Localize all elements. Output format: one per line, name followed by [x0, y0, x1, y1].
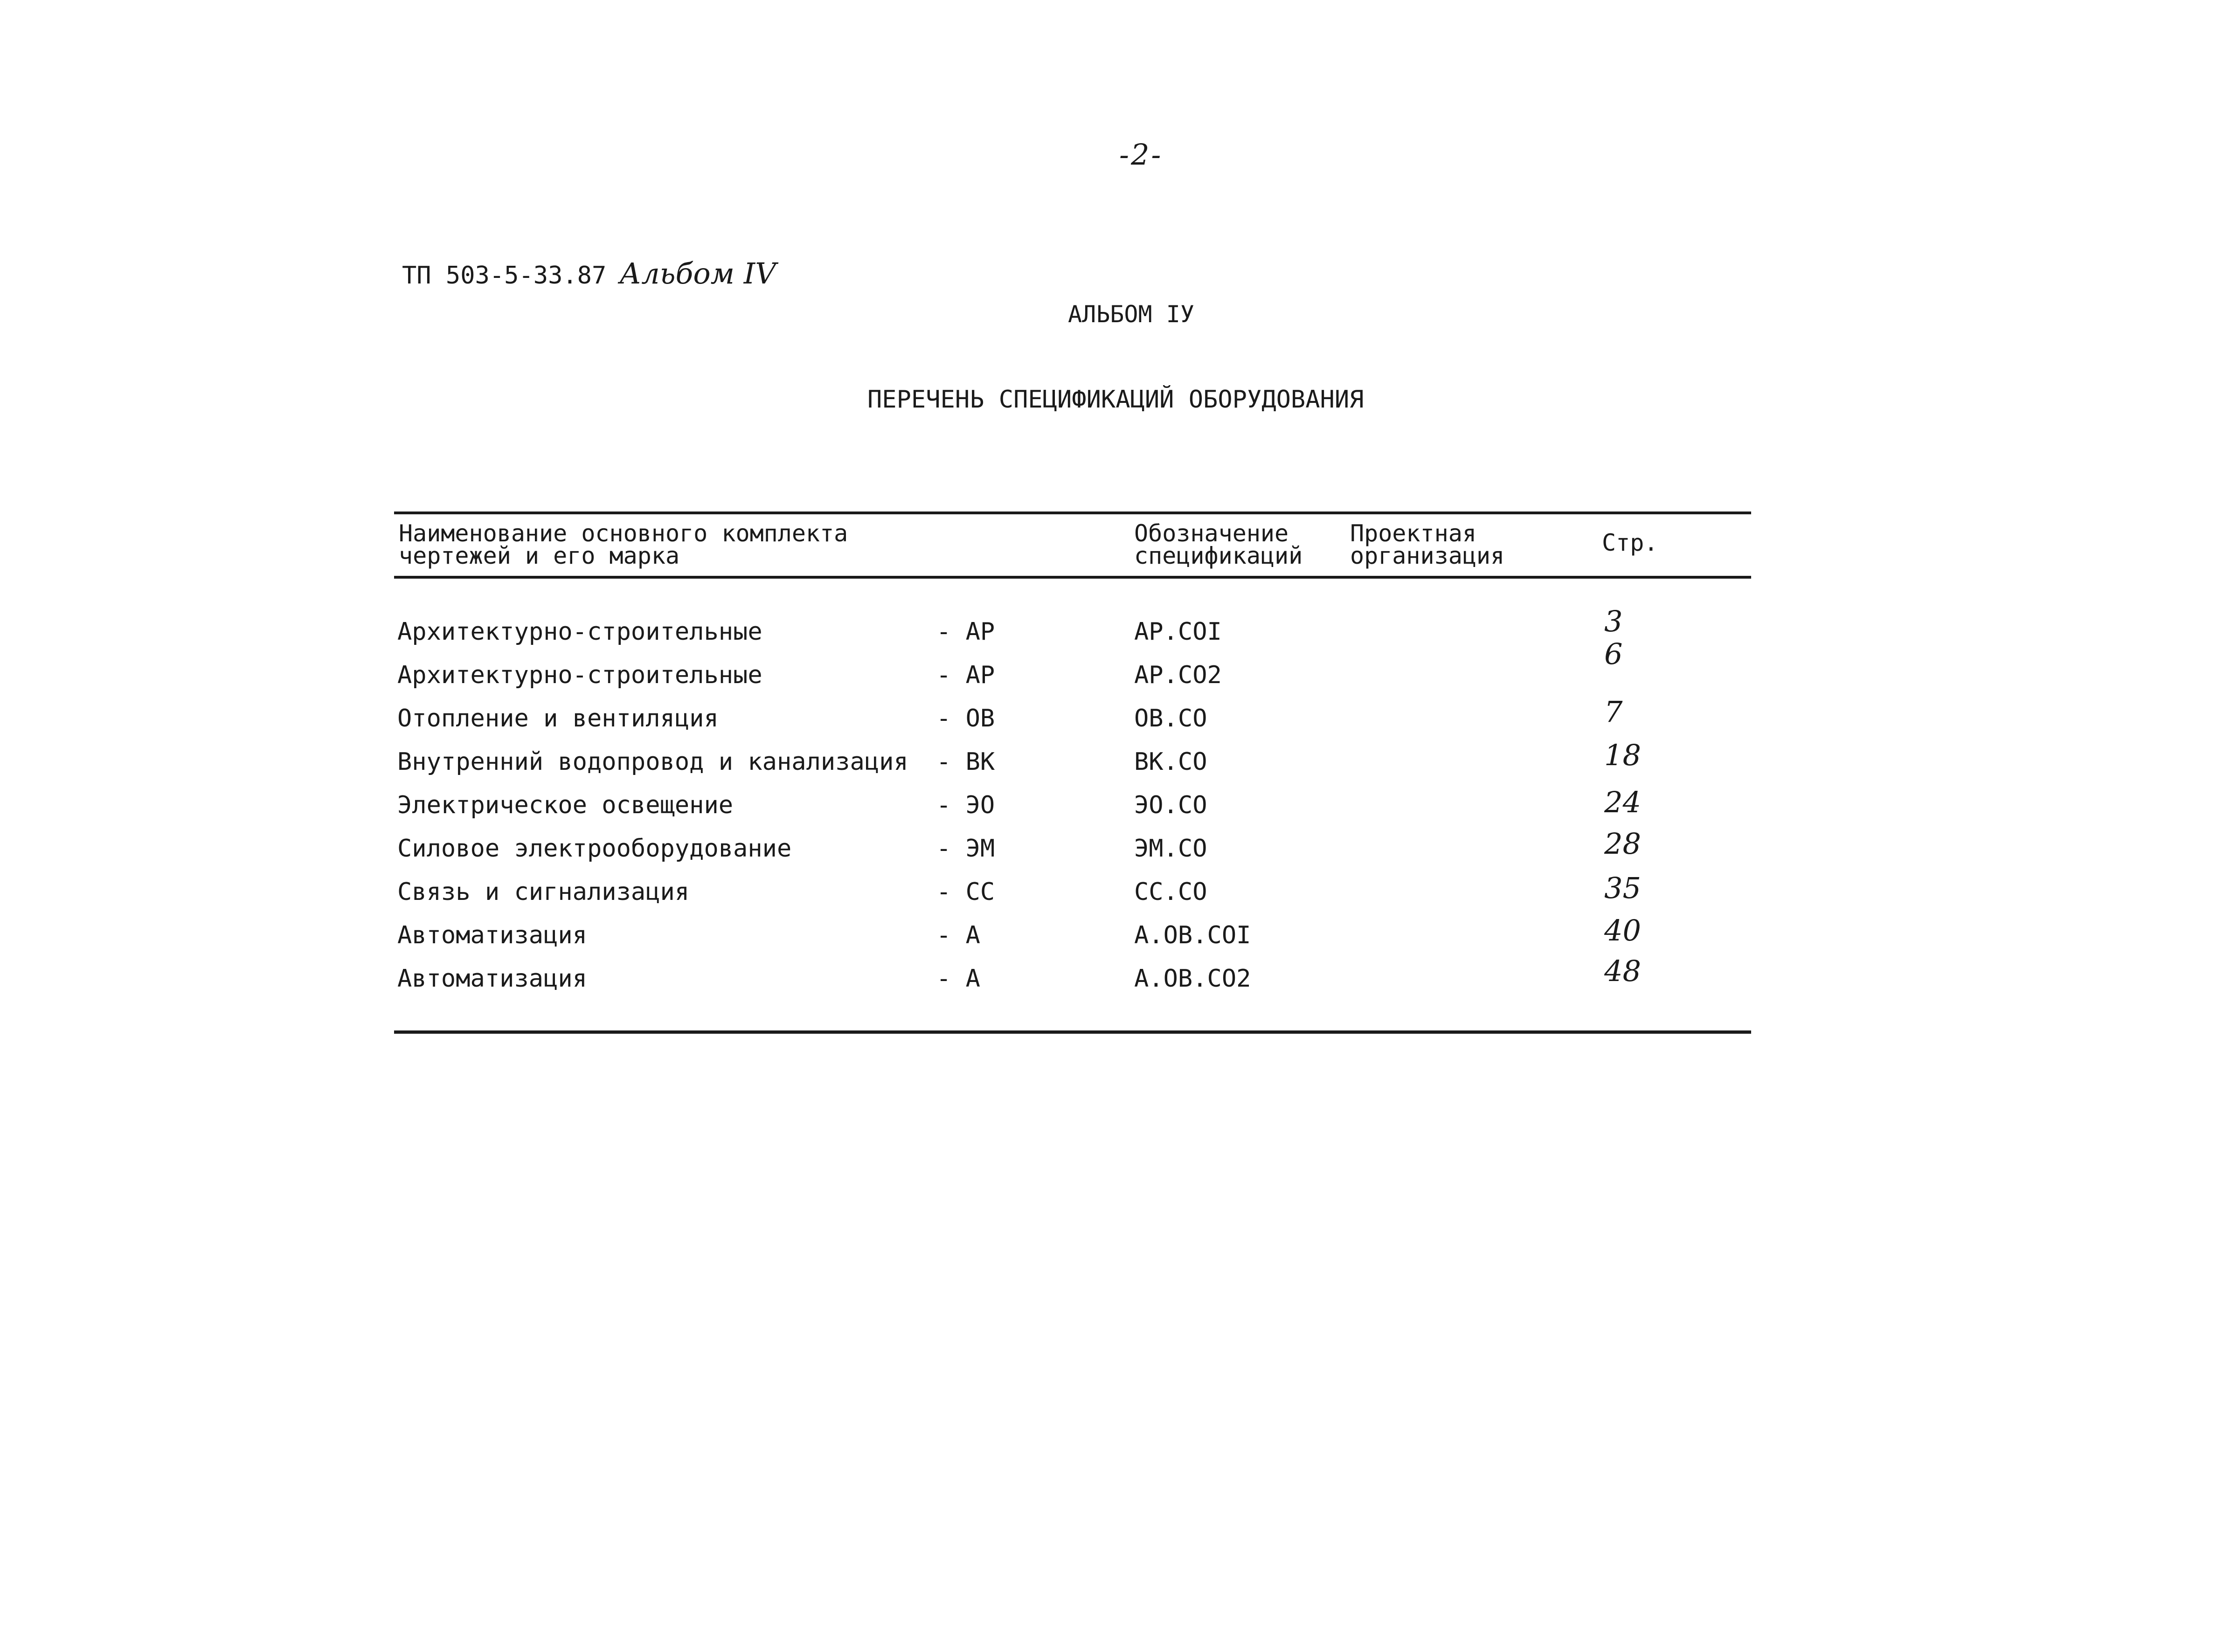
table-row [0, 604, 2231, 661]
row-code: СС.СО [1134, 878, 1207, 906]
column-header-org-line1: Проектная [1350, 520, 1476, 547]
row-code: ЭО.СО [1134, 791, 1207, 819]
row-mark: - ОВ [936, 705, 995, 733]
row-name: Отопление и вентиляция [397, 705, 719, 733]
row-page: 7 [1604, 695, 1623, 729]
row-page: 48 [1604, 954, 1641, 988]
page-number: -2- [1119, 138, 1163, 172]
table-row [0, 695, 2231, 748]
row-mark: - А [936, 921, 980, 949]
column-header-designation [1134, 522, 1303, 567]
row-page: 3 [1604, 604, 1623, 638]
table-header-rule [394, 576, 1751, 579]
row-name: Силовое электрооборудование [397, 835, 792, 863]
row-mark: - СС [936, 878, 995, 906]
row-page: 6 [1604, 637, 1623, 671]
album-title: АЛЬБОМ IУ [1068, 301, 1194, 328]
document-code [402, 256, 776, 290]
column-header-name-line2: чертежей и его марка [399, 542, 680, 569]
row-code: АР.СОI [1134, 618, 1222, 646]
row-mark: - ВК [936, 748, 995, 776]
table-row [0, 785, 2231, 835]
row-code: ВК.СО [1134, 748, 1207, 776]
row-name: Автоматизация [397, 965, 587, 993]
row-name: Автоматизация [397, 921, 587, 949]
row-mark: - ЭО [936, 791, 995, 819]
table-row [0, 738, 2231, 791]
document-code-text: ТП 503-5-33.87 [402, 262, 607, 290]
row-page: 28 [1604, 827, 1641, 861]
row-name: Связь и сигнализация [397, 878, 690, 906]
column-header-organization [1350, 522, 1504, 567]
row-name: Электрическое освещение [397, 791, 734, 819]
row-mark: - АР [936, 661, 995, 689]
row-code: ОВ.СО [1134, 705, 1207, 733]
row-code: А.ОВ.СО2 [1134, 965, 1251, 993]
table-row [0, 913, 2231, 965]
column-header-designation-line2: спецификаций [1134, 542, 1303, 569]
table-row [0, 827, 2231, 878]
table-row [0, 637, 2231, 705]
row-name: Архитектурно-строительные [397, 661, 762, 689]
handwritten-album-note: Альбом IV [619, 256, 776, 290]
table-row [0, 871, 2231, 921]
row-name: Архитектурно-строительные [397, 618, 762, 646]
row-mark: - АР [936, 618, 995, 646]
row-mark: - ЭМ [936, 835, 995, 863]
row-page: 35 [1604, 871, 1641, 905]
row-page: 40 [1604, 913, 1641, 947]
list-title: ПЕРЕЧЕНЬ СПЕЦИФИКАЦИЙ ОБОРУДОВАНИЯ [867, 386, 1364, 414]
row-name: Внутренний водопровод и канализация [397, 748, 908, 776]
column-header-designation-line1: Обозначение [1134, 520, 1289, 547]
row-code: АР.СО2 [1134, 661, 1222, 689]
table-top-rule [394, 511, 1751, 514]
table-bottom-rule [394, 1030, 1751, 1034]
row-page: 18 [1604, 738, 1641, 772]
column-header-name [399, 522, 848, 567]
column-header-name-line1: Наименование основного комплекта [399, 520, 848, 547]
column-header-page: Стр. [1602, 529, 1658, 556]
row-mark: - А [936, 965, 980, 993]
row-code: А.ОВ.СОI [1134, 921, 1251, 949]
row-code: ЭМ.СО [1134, 835, 1207, 863]
column-header-org-line2: организация [1350, 542, 1505, 569]
row-page: 24 [1604, 785, 1641, 819]
table-row [0, 954, 2231, 1008]
